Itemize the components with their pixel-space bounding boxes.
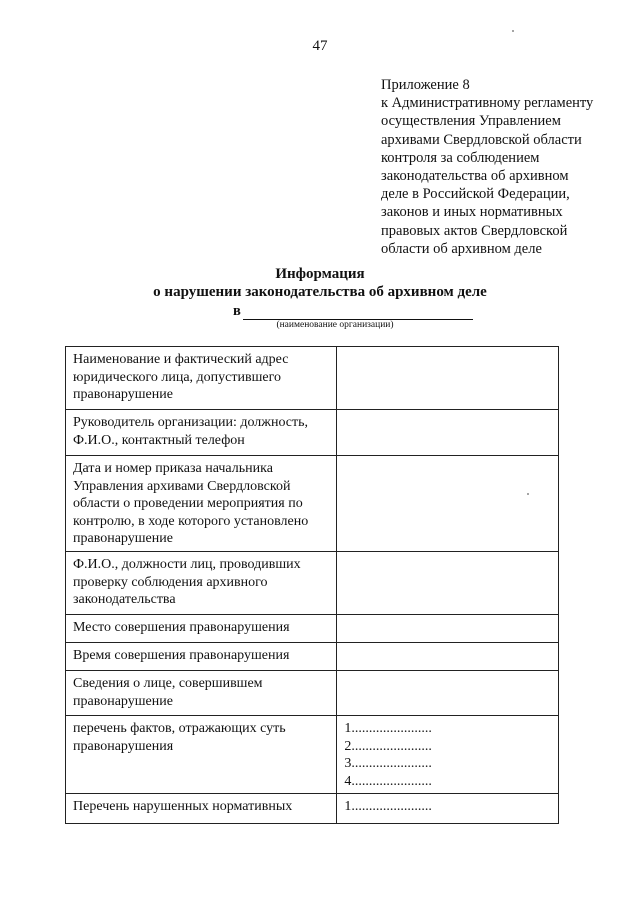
row-label: Сведения о лице, совершившем правонарушение xyxy=(66,670,337,715)
numbered-blank: 3....................... xyxy=(344,756,432,772)
table-row xyxy=(66,794,559,824)
row-label: Дата и номер приказа начальника Управления архивами Свердловской области о проведении мероприятия по контролю, в ходе которого установлено правонарушение xyxy=(66,456,337,552)
numbered-blank: 2....................... xyxy=(344,738,432,754)
page-number: 47 xyxy=(312,38,328,54)
appendix-line: правовых актов Свердловской xyxy=(381,222,568,239)
row-value xyxy=(337,614,559,642)
organization-prefix: в xyxy=(233,303,241,319)
organization-blank xyxy=(243,307,473,320)
appendix-line: осуществления Управлением xyxy=(381,113,561,130)
document-title xyxy=(0,265,640,301)
row-value xyxy=(337,347,559,410)
row-label: Время совершения правонарушения xyxy=(66,642,337,670)
row-label: Наименование и фактический адрес юридического лица, допустившего правонарушение xyxy=(66,347,337,410)
row-label: Перечень нарушенных нормативных xyxy=(66,794,337,824)
table-row xyxy=(66,614,559,642)
numbered-blank: 1....................... xyxy=(344,720,432,736)
row-value xyxy=(337,642,559,670)
organization-line xyxy=(233,303,473,320)
appendix-line: контроля за соблюдением xyxy=(381,149,540,166)
numbered-blank: 1....................... xyxy=(344,799,432,815)
row-value xyxy=(337,410,559,456)
table-row xyxy=(66,410,559,456)
row-label: перечень фактов, отражающих суть правонарушения xyxy=(66,715,337,793)
scan-speck xyxy=(527,493,529,495)
numbered-blank: 4....................... xyxy=(344,773,432,789)
appendix-line: законодательства об архивном xyxy=(381,168,569,185)
table-row xyxy=(66,642,559,670)
scan-speck xyxy=(512,30,514,32)
row-value xyxy=(337,794,559,824)
row-label: Место совершения правонарушения xyxy=(66,614,337,642)
table-row xyxy=(66,347,559,410)
organization-caption: (наименование организации) xyxy=(276,320,394,330)
row-value xyxy=(337,715,559,793)
table-row xyxy=(66,715,559,793)
appendix-line: архивами Свердловской области xyxy=(381,131,582,148)
row-label: Ф.И.О., должности лиц, проводивших проверку соблюдения архивного законодательства xyxy=(66,551,337,614)
info-table xyxy=(65,346,559,824)
appendix-line: Приложение 8 xyxy=(381,77,470,93)
row-value xyxy=(337,456,559,552)
table-row xyxy=(66,456,559,552)
row-label: Руководитель организации: должность, Ф.И.О., контактный телефон xyxy=(66,410,337,456)
table-row xyxy=(66,551,559,614)
row-value xyxy=(337,551,559,614)
appendix-heading xyxy=(381,76,621,258)
row-value xyxy=(337,670,559,715)
appendix-line: законов и иных нормативных xyxy=(381,204,563,221)
title-line-2: о нарушении законодательства об архивном деле xyxy=(153,284,487,300)
appendix-line: области об архивном деле xyxy=(381,240,542,257)
table-row xyxy=(66,670,559,715)
appendix-line: к Административному регламенту xyxy=(381,95,594,112)
title-line-1: Информация xyxy=(275,266,365,282)
appendix-line: деле в Российской Федерации, xyxy=(381,186,570,203)
